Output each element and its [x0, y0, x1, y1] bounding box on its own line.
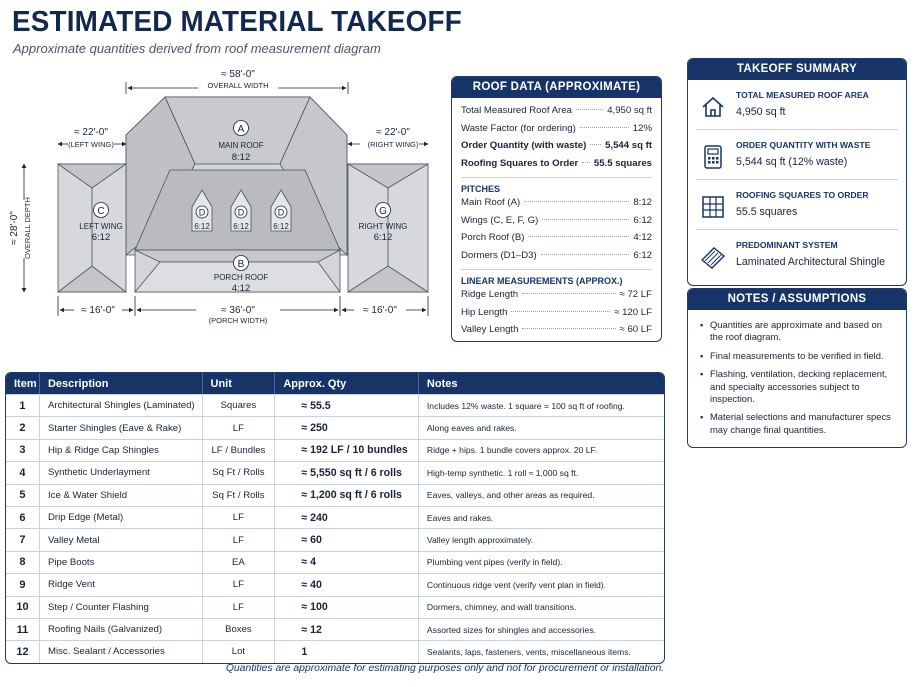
- row-label: Porch Roof (B): [461, 232, 525, 243]
- summary-key: TOTAL MEASURED ROOF AREA: [736, 90, 869, 100]
- left-wing-width-label: (LEFT WING): [68, 140, 114, 149]
- item-description: Hip & Ridge Cap Shingles: [40, 439, 203, 461]
- row-label: Dormers (D1–D3): [461, 249, 537, 261]
- overall-width-value: ≈ 58'-0": [221, 69, 255, 80]
- row-value: 6:12: [633, 214, 652, 226]
- item-description: Step / Counter Flashing: [40, 596, 203, 618]
- item-description: Pipe Boots: [40, 551, 203, 573]
- item-notes: Continuous ridge vent (verify vent plan in field).: [419, 573, 664, 595]
- row-label: Hip Length: [461, 306, 508, 318]
- table-row: [6, 439, 664, 461]
- page-title: ESTIMATED MATERIAL TAKEOFF: [12, 6, 462, 38]
- table-row: [6, 506, 664, 528]
- row-value: ≈ 72 LF: [619, 289, 652, 300]
- summary-key: PREDOMINANT SYSTEM: [736, 240, 838, 250]
- table-row: [6, 484, 664, 506]
- item-number: 2: [6, 416, 40, 438]
- row-value: ≈ 60 LF: [619, 324, 652, 335]
- roof-data-row: [461, 155, 652, 173]
- right-wing-name: RIGHT WING: [358, 222, 408, 231]
- item-quantity: ≈ 100: [275, 596, 419, 618]
- overall-width-dimension: [126, 66, 348, 94]
- right-wing-width-dimension: [348, 127, 428, 149]
- pitch-row: [461, 247, 652, 265]
- porch-roof-pitch: 4:12: [231, 283, 251, 294]
- left-wing-name: LEFT WING: [79, 222, 123, 231]
- summary-header: TAKEOFF SUMMARY: [688, 59, 906, 80]
- roof-data-header: ROOF DATA (APPROXIMATE): [452, 77, 661, 98]
- row-label: Valley Length: [461, 324, 519, 335]
- table-row: [6, 551, 664, 573]
- porch-roof-letter: B: [237, 259, 245, 270]
- page-subtitle: Approximate quantities derived from roof measurement diagram: [13, 41, 381, 56]
- item-description: Roofing Nails (Galvanized): [40, 618, 203, 640]
- item-number: 3: [6, 439, 40, 461]
- item-quantity: ≈ 192 LF / 10 bundles: [275, 439, 419, 461]
- item-unit: EA: [203, 551, 276, 573]
- item-quantity: ≈ 250: [275, 416, 419, 438]
- item-quantity: ≈ 40: [275, 573, 419, 595]
- left-wing-pitch: 6:12: [91, 232, 111, 243]
- roof-data-row: [461, 120, 652, 138]
- item-description: Starter Shingles (Eave & Rake): [40, 416, 203, 438]
- column-header: Notes: [419, 373, 664, 394]
- note-item: • Material selections and manufacturer specs may change final quantities.: [698, 411, 896, 436]
- item-unit: LF: [203, 528, 276, 550]
- item-notes: Sealants, laps, fasteners, vents, miscellaneous items.: [419, 640, 664, 662]
- item-number: 10: [6, 596, 40, 618]
- dormer-letter: D: [237, 207, 245, 218]
- item-description: Ridge Vent: [40, 573, 203, 595]
- item-quantity: ≈ 12: [275, 618, 419, 640]
- row-label: Roofing Squares to Order: [461, 157, 579, 169]
- item-notes: Dormers, chimney, and wall transitions.: [419, 596, 664, 618]
- item-unit: LF: [203, 506, 276, 528]
- linear-header: LINEAR MEASUREMENTS (APPROX.): [461, 269, 652, 286]
- item-number: 7: [6, 528, 40, 550]
- table-row: [6, 573, 664, 595]
- item-notes: Along eaves and rakes.: [419, 416, 664, 438]
- row-label: Ridge Length: [461, 289, 519, 300]
- main-roof-pitch: 8:12: [231, 152, 251, 163]
- porch-roof-name: PORCH ROOF: [213, 273, 269, 282]
- main-roof-letter: A: [237, 124, 245, 135]
- dormer-letter: D: [277, 207, 285, 218]
- note-item: • Quantities are approximate and based on the roof diagram.: [698, 319, 896, 344]
- item-quantity: ≈ 55.5: [275, 394, 419, 416]
- note-item: • Flashing, ventilation, decking replacement, and specialty accessories subject to inspection.: [698, 368, 896, 405]
- item-description: Misc. Sealant / Accessories: [40, 640, 203, 662]
- item-description: Drip Edge (Metal): [40, 506, 203, 528]
- column-header: Approx. Qty: [275, 373, 419, 394]
- item-unit: LF: [203, 416, 276, 438]
- row-value: 5,544 sq ft: [605, 140, 652, 151]
- notes-panel: [687, 288, 907, 448]
- item-notes: Eaves and rakes.: [419, 506, 664, 528]
- dormer-pitch: 6:12: [273, 222, 289, 231]
- table-row: [6, 394, 664, 416]
- table-row: [6, 640, 664, 662]
- pitches-header: PITCHES: [461, 177, 652, 194]
- table-header-row: [6, 373, 664, 394]
- left-wing-letter: C: [97, 206, 105, 217]
- item-number: 12: [6, 640, 40, 662]
- row-label: Order Quantity (with waste): [461, 140, 587, 151]
- summary-value: Laminated Architectural Shingle: [736, 256, 885, 268]
- summary-item: [696, 80, 898, 130]
- summary-value: 4,950 sq ft: [736, 106, 786, 118]
- item-notes: Plumbing vent pipes (verify in field).: [419, 551, 664, 573]
- bottom-right-width: ≈ 16'-0": [363, 305, 397, 316]
- left-wing-width-value: ≈ 22'-0": [74, 127, 108, 138]
- linear-row: [461, 304, 652, 322]
- overall-width-label: OVERALL WIDTH: [207, 81, 269, 90]
- item-notes: Includes 12% waste. 1 square = 100 sq ft of roofing.: [419, 394, 664, 416]
- item-quantity: ≈ 4: [275, 551, 419, 573]
- linear-row: [461, 321, 652, 339]
- column-header: Unit: [203, 373, 276, 394]
- row-value: 4:12: [633, 232, 652, 243]
- right-wing-width-value: ≈ 22'-0": [376, 127, 410, 138]
- right-wing-letter: G: [379, 206, 387, 217]
- item-number: 11: [6, 618, 40, 640]
- summary-item: [696, 130, 898, 180]
- item-unit: LF: [203, 573, 276, 595]
- item-unit: LF: [203, 596, 276, 618]
- porch-width-value: ≈ 36'-0": [221, 305, 255, 316]
- item-number: 6: [6, 506, 40, 528]
- row-value: 55.5 squares: [593, 157, 652, 169]
- item-notes: Eaves, valleys, and other areas as required.: [419, 484, 664, 506]
- item-number: 4: [6, 461, 40, 483]
- item-number: 9: [6, 573, 40, 595]
- porch-width-label: (PORCH WIDTH): [208, 316, 268, 325]
- footer-disclaimer: Quantities are approximate for estimating purposes only and not for procurement or installation.: [225, 663, 665, 674]
- summary-item: [696, 180, 898, 230]
- house-icon: [700, 94, 726, 120]
- item-unit: Squares: [203, 394, 276, 416]
- bottom-left-width: ≈ 16'-0": [81, 305, 115, 316]
- roof-data-row: [461, 102, 652, 120]
- linear-row: [461, 286, 652, 304]
- summary-key: ORDER QUANTITY WITH WASTE: [736, 140, 871, 150]
- row-value: 6:12: [633, 249, 652, 261]
- dormer-letter: D: [198, 207, 206, 218]
- left-wing-width-dimension: [58, 127, 126, 149]
- shingle-icon: [700, 244, 726, 270]
- column-header: Item: [6, 373, 40, 394]
- item-notes: High-temp synthetic. 1 roll ≈ 1,000 sq ft.: [419, 461, 664, 483]
- row-label: Wings (C, E, F, G): [461, 214, 539, 226]
- row-value: ≈ 120 LF: [614, 306, 652, 318]
- item-quantity: ≈ 1,200 sq ft / 6 rolls: [275, 484, 419, 506]
- item-quantity: ≈ 60: [275, 528, 419, 550]
- dormer-pitch: 6:12: [233, 222, 249, 231]
- item-description: Synthetic Underlayment: [40, 461, 203, 483]
- row-value: 12%: [632, 122, 652, 134]
- overall-depth-value: ≈ 28'-0": [9, 211, 20, 245]
- summary-item: [696, 230, 898, 280]
- table-row: [6, 596, 664, 618]
- row-label: Waste Factor (for ordering): [461, 122, 576, 134]
- row-label: Main Roof (A): [461, 197, 521, 208]
- item-description: Valley Metal: [40, 528, 203, 550]
- table-row: [6, 618, 664, 640]
- pitch-row: [461, 212, 652, 230]
- dormer-pitch: 6:12: [194, 222, 210, 231]
- item-description: Ice & Water Shield: [40, 484, 203, 506]
- item-unit: Lot: [203, 640, 276, 662]
- roof-diagram: [0, 60, 445, 360]
- item-number: 8: [6, 551, 40, 573]
- note-item: • Final measurements to be verified in field.: [698, 350, 896, 362]
- row-label: Total Measured Roof Area: [461, 105, 572, 116]
- item-notes: Valley length approximately.: [419, 528, 664, 550]
- item-quantity: 1: [275, 640, 419, 662]
- item-number: 1: [6, 394, 40, 416]
- row-value: 4,950 sq ft: [607, 105, 652, 116]
- roof-data-row: [461, 137, 652, 155]
- item-unit: Sq Ft / Rolls: [203, 484, 276, 506]
- item-unit: Boxes: [203, 618, 276, 640]
- summary-key: ROOFING SQUARES TO ORDER: [736, 190, 869, 200]
- grid-icon: [700, 194, 726, 220]
- item-unit: Sq Ft / Rolls: [203, 461, 276, 483]
- roof-data-panel: [451, 76, 662, 342]
- item-notes: Ridge + hips. 1 bundle covers approx. 20 LF.: [419, 439, 664, 461]
- right-wing-width-label: (RIGHT WING): [367, 140, 419, 149]
- item-description: Architectural Shingles (Laminated): [40, 394, 203, 416]
- item-quantity: ≈ 240: [275, 506, 419, 528]
- pitch-row: [461, 229, 652, 247]
- takeoff-summary-panel: [687, 58, 907, 286]
- overall-depth-dimension: [9, 164, 40, 292]
- pitch-row: [461, 194, 652, 212]
- notes-header: NOTES / ASSUMPTIONS: [688, 289, 906, 310]
- column-header: Description: [40, 373, 203, 394]
- overall-depth-label: OVERALL DEPTH: [23, 197, 32, 259]
- calculator-icon: [700, 144, 726, 170]
- summary-value: 5,544 sq ft (12% waste): [736, 156, 848, 168]
- item-quantity: ≈ 5,550 sq ft / 6 rolls: [275, 461, 419, 483]
- row-value: 8:12: [633, 197, 652, 208]
- item-number: 5: [6, 484, 40, 506]
- bottom-dimensions: [58, 296, 428, 325]
- summary-value: 55.5 squares: [736, 206, 798, 218]
- table-row: [6, 461, 664, 483]
- table-row: [6, 416, 664, 438]
- material-table: [5, 372, 665, 664]
- item-unit: LF / Bundles: [203, 439, 276, 461]
- table-row: [6, 528, 664, 550]
- item-notes: Assorted sizes for shingles and accessories.: [419, 618, 664, 640]
- main-roof-name: MAIN ROOF: [218, 141, 264, 150]
- right-wing-pitch: 6:12: [373, 232, 393, 243]
